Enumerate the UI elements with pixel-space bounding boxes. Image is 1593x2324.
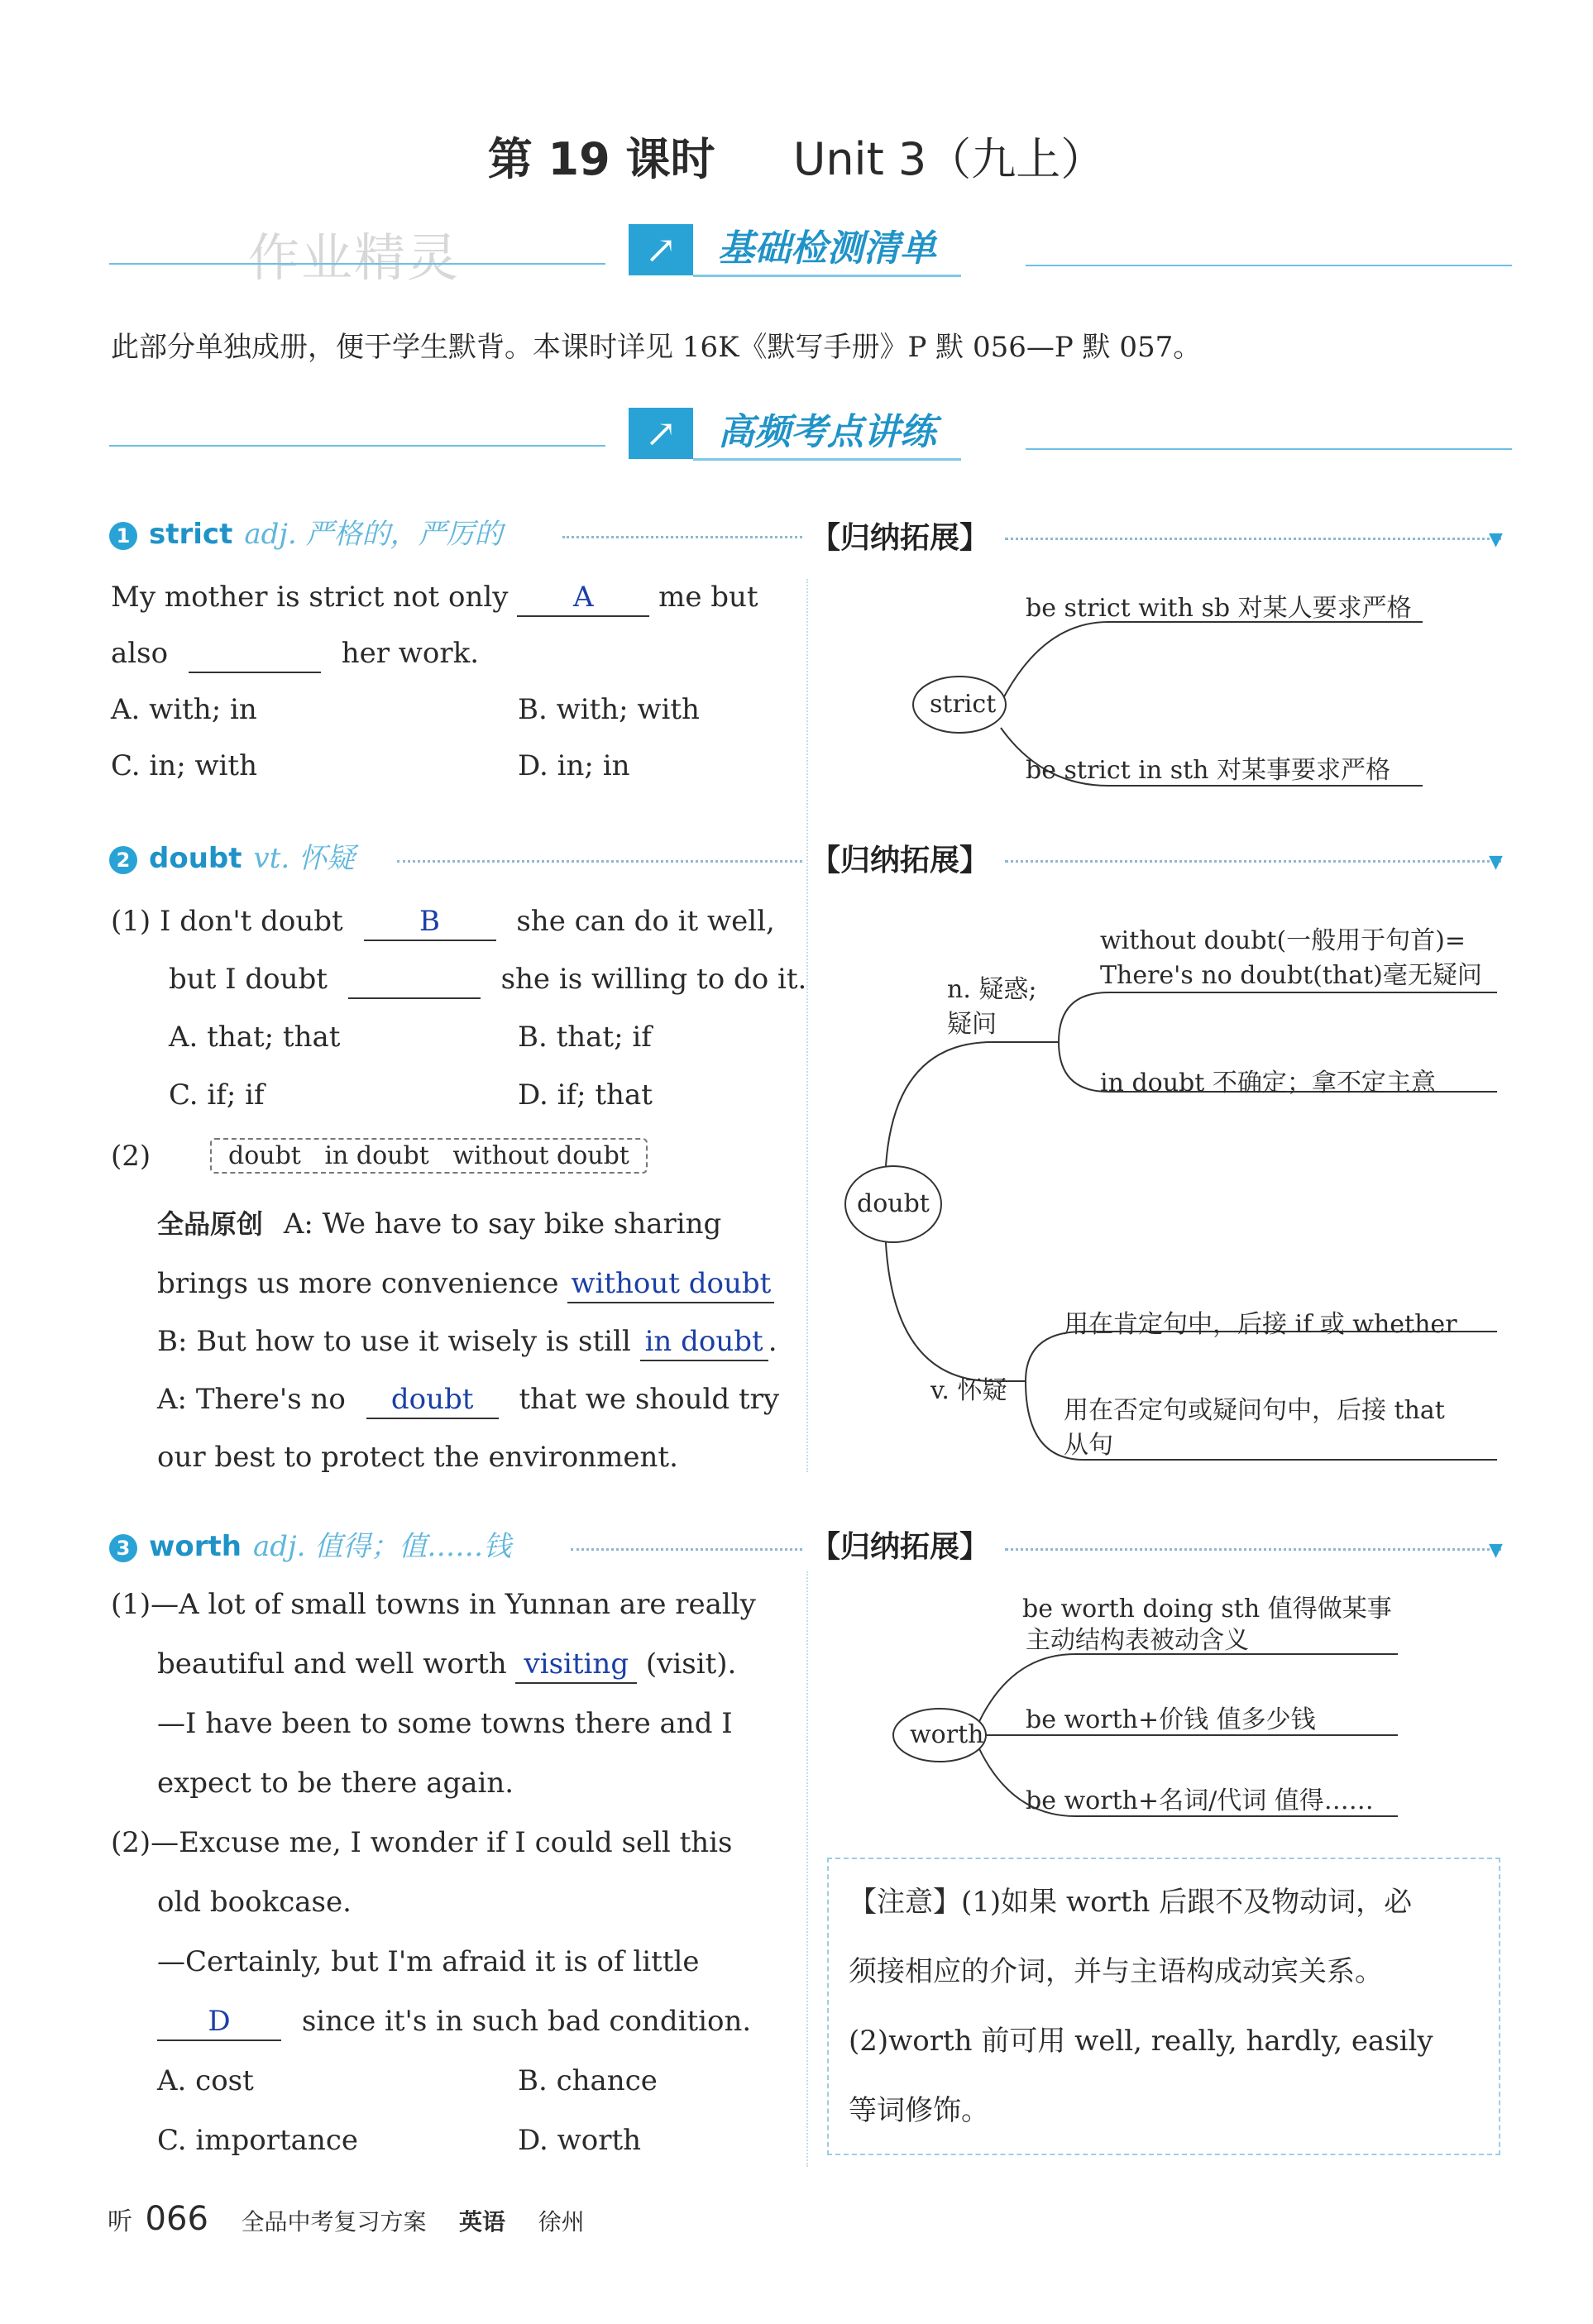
part-of-speech: adj. 严格的，严厉的 bbox=[244, 518, 503, 551]
brand-badge: 全品原创 bbox=[157, 1208, 264, 1240]
column-divider bbox=[806, 1571, 808, 2167]
option-c: C. importance bbox=[157, 2124, 359, 2157]
option-c: C. in; with bbox=[111, 749, 257, 782]
mind-branch: be worth doing sth 值得做某事 bbox=[1022, 1595, 1392, 1623]
dotted-leader bbox=[1005, 538, 1501, 540]
mind-branch: There's no doubt(that)毫无疑问 bbox=[1100, 961, 1482, 990]
option-c: C. if; if bbox=[169, 1078, 265, 1112]
note-line: 须接相应的介词，并与主语构成动宾关系。 bbox=[849, 1955, 1383, 1988]
subject: 英语 bbox=[459, 2208, 506, 2236]
option-b: B. chance bbox=[518, 2064, 658, 2097]
section-3-heading bbox=[109, 1523, 511, 1564]
answer-blank: doubt bbox=[366, 1381, 499, 1419]
headword: strict bbox=[149, 518, 233, 551]
chevron-down-icon: ▼ bbox=[1489, 1540, 1503, 1561]
answer-blank: without doubt bbox=[567, 1265, 774, 1303]
chevron-down-icon: ▼ bbox=[1489, 852, 1503, 873]
book-title: 全品中考复习方案 bbox=[241, 2208, 427, 2236]
arrow-icon: ↗ bbox=[629, 224, 693, 275]
question-line: (1) I don't doubt B she can do it well, bbox=[111, 903, 775, 941]
mind-center: strict bbox=[930, 690, 997, 719]
section-1-heading bbox=[109, 511, 503, 552]
intro-text: 此部分单独成册，便于学生默背。本课时详见 16K《默写手册》P 默 056—P 默 057。 bbox=[111, 331, 1202, 364]
mind-branch: in doubt 不确定；拿不定主意 bbox=[1100, 1069, 1436, 1097]
mind-branch: 主动结构表被动含义 bbox=[1026, 1626, 1249, 1655]
column-divider bbox=[806, 579, 808, 1472]
answer-blank bbox=[189, 635, 321, 673]
question-line: but I doubt she is willing to do it. bbox=[169, 961, 806, 999]
region: 徐州 bbox=[538, 2208, 585, 2236]
part-of-speech: adj. 值得；值……钱 bbox=[253, 1530, 512, 1563]
mind-branch: be worth+名词/代词 值得…… bbox=[1026, 1786, 1374, 1815]
option-d: D. worth bbox=[518, 2124, 642, 2157]
listen-icon: 听 bbox=[108, 2207, 132, 2236]
section-2-heading bbox=[109, 835, 355, 876]
option-d: D. if; that bbox=[518, 1078, 653, 1112]
page-number: 066 bbox=[145, 2200, 208, 2238]
answer-blank: in doubt bbox=[640, 1323, 768, 1361]
question-label: (2) bbox=[111, 1140, 151, 1173]
option-d: D. in; in bbox=[518, 749, 630, 782]
answer-blank: B bbox=[364, 903, 496, 941]
footer bbox=[108, 2200, 585, 2238]
mind-branch-label: v. 怀疑 bbox=[930, 1376, 1007, 1405]
mind-branch: 用在否定句或疑问句中，后接 that bbox=[1064, 1396, 1445, 1425]
mind-branch: be strict in sth 对某事要求严格 bbox=[1026, 756, 1391, 785]
expand-label: 【归纳拓展】 bbox=[811, 844, 990, 877]
answer-blank: D bbox=[157, 2003, 281, 2041]
banner-practice bbox=[629, 405, 961, 461]
note-box bbox=[827, 1858, 1500, 2155]
section-number: 2 bbox=[109, 846, 137, 874]
mind-branch: without doubt(一般用于句首)= bbox=[1100, 926, 1466, 955]
option-a: A. cost bbox=[157, 2064, 254, 2097]
dotted-leader bbox=[397, 860, 802, 863]
section-number: 3 bbox=[109, 1534, 137, 1562]
divider-line bbox=[109, 445, 605, 447]
chevron-down-icon: ▼ bbox=[1489, 529, 1503, 550]
note-line: (2)worth 前可用 well, really, hardly, easily bbox=[849, 2025, 1433, 2058]
dotted-leader bbox=[571, 1548, 802, 1551]
lesson-number: 第 19 课时 bbox=[487, 133, 715, 185]
expand-label: 【归纳拓展】 bbox=[811, 1530, 990, 1564]
question-line: old bookcase. bbox=[157, 1886, 352, 1919]
answer-blank: A bbox=[517, 579, 649, 617]
banner-practice-label: 高频考点讲练 bbox=[693, 407, 961, 461]
option-a: A. with; in bbox=[111, 693, 257, 726]
question-line: —I have been to some towns there and I bbox=[157, 1707, 733, 1740]
watermark: 作业精灵 bbox=[248, 227, 461, 288]
mind-center: worth bbox=[910, 1720, 984, 1749]
mind-branch: be strict with sb 对某人要求严格 bbox=[1026, 594, 1412, 623]
page-title bbox=[0, 124, 1593, 188]
dialogue-line: A: There's no doubt that we should try bbox=[157, 1381, 779, 1419]
dialogue-line: our best to protect the environment. bbox=[157, 1441, 678, 1474]
question-line: D since it's in such bad condition. bbox=[157, 2003, 751, 2041]
answer-blank bbox=[348, 961, 481, 999]
expand-label: 【归纳拓展】 bbox=[811, 521, 990, 555]
note-line: 等词修饰。 bbox=[849, 2094, 989, 2127]
part-of-speech: vt. 怀疑 bbox=[253, 842, 355, 875]
mind-branch: be worth+价钱 值多少钱 bbox=[1026, 1705, 1316, 1734]
question-line: My mother is strict not only A me but bbox=[111, 579, 758, 617]
divider-line bbox=[1026, 265, 1512, 266]
dialogue-line: 全品原创 A: We have to say bike sharing bbox=[157, 1207, 722, 1241]
headword: doubt bbox=[149, 842, 242, 875]
dotted-leader bbox=[1005, 1548, 1501, 1551]
banner-basic-label: 基础检测清单 bbox=[693, 223, 961, 277]
mind-center: doubt bbox=[857, 1189, 930, 1218]
mind-branch: 用在肯定句中，后接 if 或 whether bbox=[1064, 1310, 1457, 1339]
banner-basic bbox=[629, 222, 961, 278]
option-b: B. with; with bbox=[518, 693, 700, 726]
question-line: —Certainly, but I'm afraid it is of little bbox=[157, 1945, 700, 1978]
dialogue-line: B: But how to use it wisely is still in doubt . bbox=[157, 1323, 777, 1361]
divider-line bbox=[1026, 448, 1512, 450]
divider-line bbox=[109, 263, 605, 265]
arrow-icon: ↗ bbox=[629, 408, 693, 459]
note-line: 【注意】(1)如果 worth 后跟不及物动词，必 bbox=[849, 1886, 1413, 1919]
word-box: doubt in doubt without doubt bbox=[210, 1138, 648, 1174]
option-a: A. that; that bbox=[169, 1021, 341, 1054]
question-line: expect to be there again. bbox=[157, 1767, 514, 1800]
mind-branch: 从句 bbox=[1064, 1431, 1113, 1460]
dotted-leader bbox=[1005, 860, 1501, 863]
dotted-leader bbox=[562, 536, 802, 538]
section-number: 1 bbox=[109, 522, 137, 550]
headword: worth bbox=[149, 1530, 242, 1563]
question-line: (2)—Excuse me, I wonder if I could sell this bbox=[111, 1826, 733, 1859]
question-line: beautiful and well worth visiting (visit). bbox=[157, 1646, 736, 1684]
mind-branch-label: n. 疑惑; 疑问 bbox=[947, 975, 1037, 1039]
answer-blank: visiting bbox=[515, 1646, 637, 1684]
question-line: also her work. bbox=[111, 635, 479, 673]
unit-label: Unit 3（九上） bbox=[792, 133, 1106, 185]
question-line: (1)—A lot of small towns in Yunnan are really bbox=[111, 1588, 756, 1621]
option-b: B. that; if bbox=[518, 1021, 652, 1054]
dialogue-line: brings us more convenience without doubt bbox=[157, 1265, 774, 1303]
